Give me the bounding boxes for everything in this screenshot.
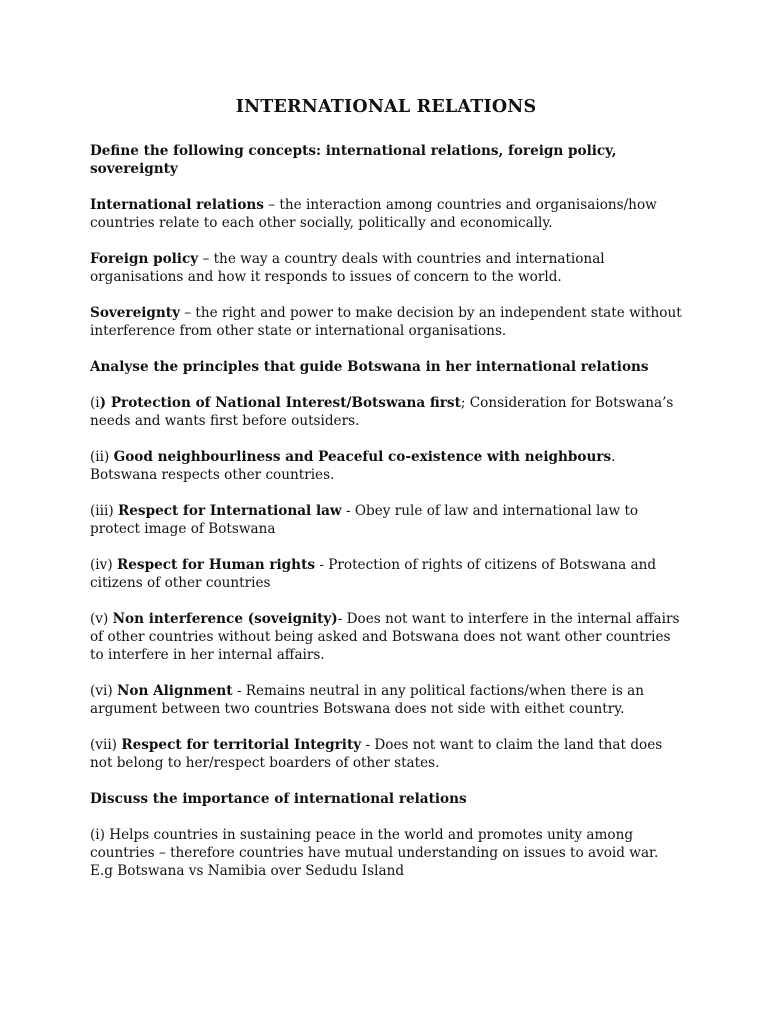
principle-number: (vi): [90, 683, 117, 699]
principle-term: Respect for Human rights: [116, 557, 316, 573]
principle-number: (iii): [90, 503, 118, 519]
principle-text: - Obey rule of law and international law to protect image of Botswana: [90, 503, 639, 537]
definition-text: – the right and power to make decision by an independent state without interference from other state or international organisations.: [90, 305, 682, 339]
definition-foreign-policy: [90, 250, 682, 286]
principle-text: ; Consideration for Botswana’s needs and wants first before outsiders.: [90, 395, 674, 429]
principle-item: [90, 556, 682, 592]
definition-term: Sovereignty: [90, 305, 180, 321]
section-heading-definitions: Define the following concepts: international relations, foreign policy, sovereignty: [90, 143, 617, 177]
principle-term: Respect for International law: [117, 503, 342, 519]
principle-number: (ii): [90, 449, 114, 465]
principle-item: [90, 682, 682, 718]
principle-item: [90, 610, 682, 664]
definition-text: – the way a country deals with countries and international organisations and how it responds to issues of concern to the world.: [90, 251, 605, 285]
principle-text: - Remains neutral in any political factions/when there is an argument between two countries Botswana does not side with eithet country.: [90, 683, 645, 717]
principle-term: Good neighbourliness and Peaceful co-existence with neighbours: [113, 449, 612, 465]
document-page: [90, 96, 682, 898]
definition-sovereignty: [90, 304, 682, 340]
principle-item: [90, 394, 682, 430]
principle-item: [90, 448, 682, 484]
principle-text: - Protection of rights of citizens of Botswana and citizens of other countries: [90, 557, 657, 591]
document-title: INTERNATIONAL RELATIONS: [235, 97, 537, 117]
principle-text: - Does not want to interfere in the internal affairs of other countries without being asked and Botswana does not want other countries to interfere in her internal affairs.: [90, 611, 680, 663]
section-heading-importance: Discuss the importance of international relations: [90, 791, 467, 807]
definition-international-relations: [90, 196, 682, 232]
principle-text: . Botswana respects other countries.: [90, 449, 616, 483]
principle-term: Respect for territorial Integrity: [121, 737, 362, 753]
definition-term: International relations: [90, 197, 264, 213]
principle-number: (vii): [90, 737, 122, 753]
principle-term: Non interference (soveignity): [112, 611, 338, 627]
principle-number: (iv): [90, 557, 117, 573]
section-heading-principles: Analyse the principles that guide Botswana in her international relations: [90, 359, 649, 375]
principle-term: Non Alignment: [116, 683, 233, 699]
definition-term: Foreign policy: [90, 251, 199, 267]
principle-text: - Does not want to claim the land that does not belong to her/respect boarders of other states.: [90, 737, 663, 771]
definition-text: – the interaction among countries and organisaions/how countries relate to each other socially, politically and economically.: [90, 197, 657, 231]
principle-item: [90, 502, 682, 538]
principle-item: [90, 736, 682, 772]
importance-item: (i) Helps countries in sustaining peace in the world and promotes unity among countries – therefore countries have mutual understanding on issues to avoid war. E.g Botswana vs Namibia over Sedudu Island: [90, 827, 659, 879]
principle-term: ) Protection of National Interest/Botswana first: [99, 395, 461, 411]
principle-number: (v): [90, 611, 113, 627]
principle-number: (i: [90, 395, 100, 411]
